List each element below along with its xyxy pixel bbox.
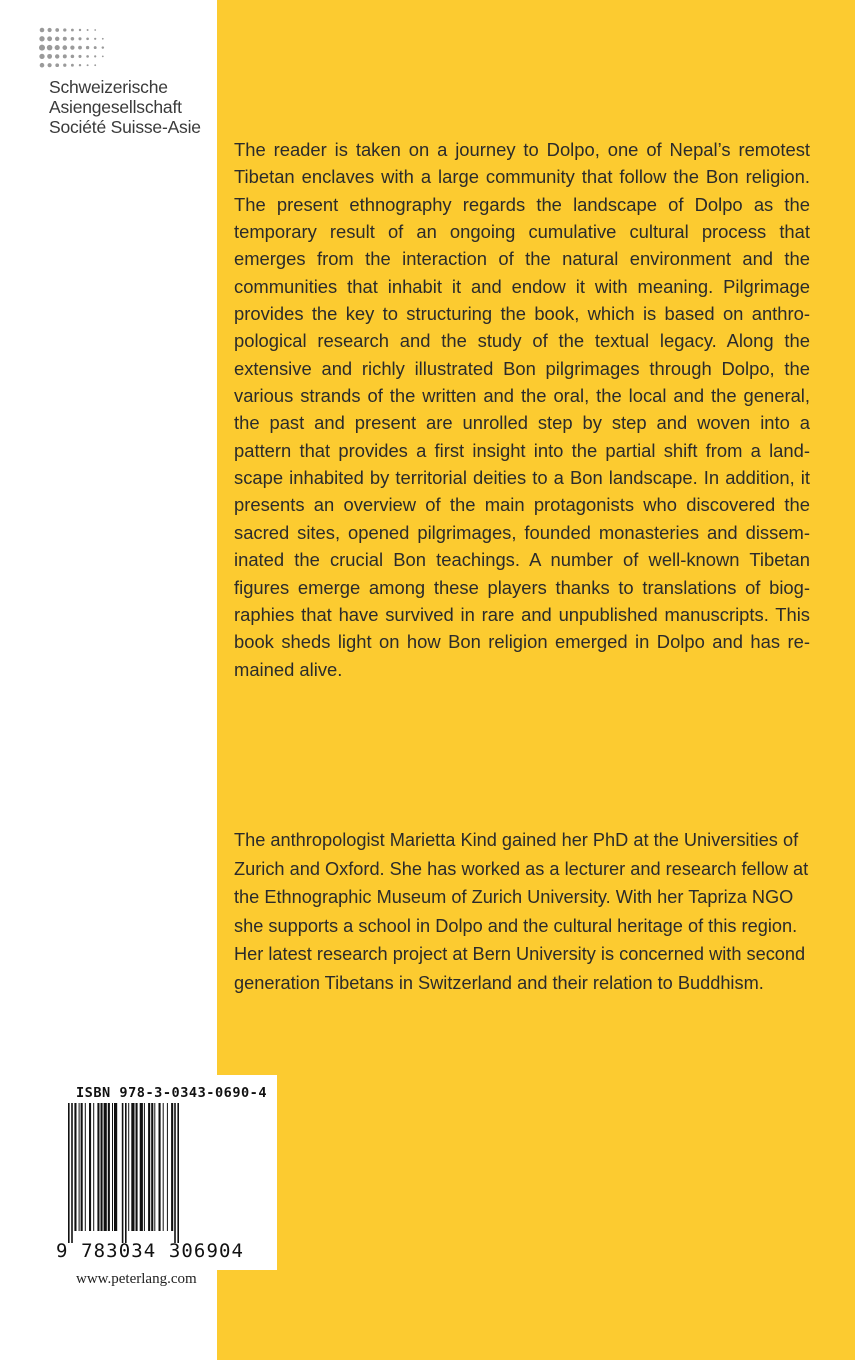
logo-dot (102, 56, 104, 58)
publisher-line-2: Asiengesellschaft (49, 97, 182, 117)
book-synopsis: The reader is taken on a journey to Dolpo, one of Nepal’s remotest Tibetan enclaves with a large community that follow the Bon religion. The present ethnography regards the landscape of Dolpo as the temporary result of an ongoing cumulative cultural process that emerges from the interaction of the natural environment and the communities that inhabit it and endow it with meaning. Pilgrimage provides the key to structuring the book, which is based on anthropological research and the study of the textual legacy. Along the extensive and richly illustrated Bon pilgrimages through Dolpo, the various strands of the written and the oral, the local and the general, the past and present are unrolled step by step and woven into a pattern that provides a first insight into the partial shift from a landscape inhabited by territorial deities to a Bon landscape. In addition, it presents an overview of the main protagonists who discovered the sacred sites, opened pilgrimages, founded monasteries and disseminated the crucial Bon teachings. A number of well-known Tibetan figures emerge among these players thanks to translations of biographies that have survived in rare and unpublished manuscripts. This book sheds light on how Bon religion emerged in Dolpo and has remained alive. (234, 139, 810, 680)
dot-grid-logo-icon (38, 26, 108, 72)
barcode-bar (125, 1103, 127, 1243)
barcode-bar (177, 1103, 179, 1243)
barcode-bar (151, 1103, 153, 1231)
logo-dot (78, 55, 81, 58)
logo-dot (48, 63, 52, 67)
logo-dot (94, 55, 96, 57)
logo-dot (94, 29, 96, 31)
logo-dot (40, 63, 45, 68)
barcode-bar (101, 1103, 103, 1231)
barcode-bar (154, 1103, 155, 1231)
logo-dot (48, 28, 52, 32)
logo-dot (62, 45, 67, 50)
author-bio: The anthropologist Marietta Kind gained her PhD at the Universities of Zurich and Oxford. She has worked as a lecturer and research fellow at the Ethnographic Museum of Zurich University. With her Tapriza NGO she supports a school in Dolpo and the cultural heritage of this region. Her latest research project at Bern University is concerned with second generation Tibetans in Switzerland and their relation to Buddhism. (234, 830, 809, 993)
barcode-bar (144, 1103, 145, 1231)
logo-dot (86, 37, 89, 40)
barcode-bar (81, 1103, 83, 1231)
logo-dot (79, 29, 81, 31)
logo-dot (55, 63, 59, 67)
logo-dot (87, 29, 89, 31)
logo-dot (71, 64, 74, 67)
logo-dot (63, 54, 67, 58)
barcode-bar (136, 1103, 138, 1231)
logo-dot (86, 46, 89, 49)
logo-dot (47, 36, 52, 41)
logo-dot (71, 29, 74, 32)
logo-dot (102, 46, 104, 48)
barcode-bar (167, 1103, 168, 1231)
barcode-bar (79, 1103, 80, 1231)
logo-dot (63, 28, 66, 31)
publisher-name (49, 77, 201, 137)
barcode-bar (112, 1103, 113, 1231)
barcode-bar (140, 1103, 143, 1231)
logo-dot (71, 55, 75, 59)
logo-dot (63, 64, 66, 67)
logo-dot (63, 37, 67, 41)
barcode-bar (74, 1103, 76, 1231)
logo-dot (39, 45, 45, 51)
logo-dot (55, 28, 59, 32)
barcode-bar (93, 1103, 94, 1231)
barcode-icon (68, 1103, 268, 1243)
barcode-bar (68, 1103, 70, 1243)
barcode-bar (85, 1103, 86, 1231)
logo-dot (78, 37, 81, 40)
barcode-bar (131, 1103, 134, 1231)
logo-dot (39, 54, 44, 59)
barcode-bar (108, 1103, 110, 1231)
logo-dot (55, 45, 60, 50)
barcode-bar (71, 1103, 73, 1243)
logo-dot (40, 28, 45, 33)
logo-dot (70, 45, 74, 49)
barcode-bar (128, 1103, 129, 1231)
barcode-bar (97, 1103, 99, 1231)
logo-dot (39, 36, 44, 41)
logo-dot (78, 46, 82, 50)
isbn-label: ISBN 978-3-0343-0690-4 (76, 1085, 268, 1101)
barcode-bar (89, 1103, 91, 1231)
publisher-website: www.peterlang.com (76, 1271, 197, 1287)
logo-dot (55, 37, 59, 41)
barcode-bar (104, 1103, 107, 1231)
logo-dot (47, 54, 52, 59)
publisher-line-1: Schweizerische (49, 77, 168, 97)
logo-dot (47, 45, 53, 51)
barcode-bar (171, 1103, 173, 1231)
barcode-bar (122, 1103, 124, 1243)
logo-dot (79, 64, 81, 66)
barcode-bar (148, 1103, 150, 1231)
barcode-bar (163, 1103, 164, 1231)
logo-dot (86, 55, 89, 58)
logo-dot (55, 54, 59, 58)
logo-dot (94, 38, 96, 40)
logo-dot (102, 38, 104, 40)
barcode-bar (114, 1103, 117, 1231)
logo-dot (94, 46, 97, 49)
logo-dot (71, 37, 75, 41)
barcode-bar (159, 1103, 161, 1231)
logo-dot (94, 64, 96, 66)
barcode-number: 9 783034 306904 (56, 1240, 245, 1262)
logo-dot (87, 64, 89, 66)
barcode-bar (174, 1103, 176, 1243)
publisher-line-3: Société Suisse-Asie (49, 117, 201, 137)
